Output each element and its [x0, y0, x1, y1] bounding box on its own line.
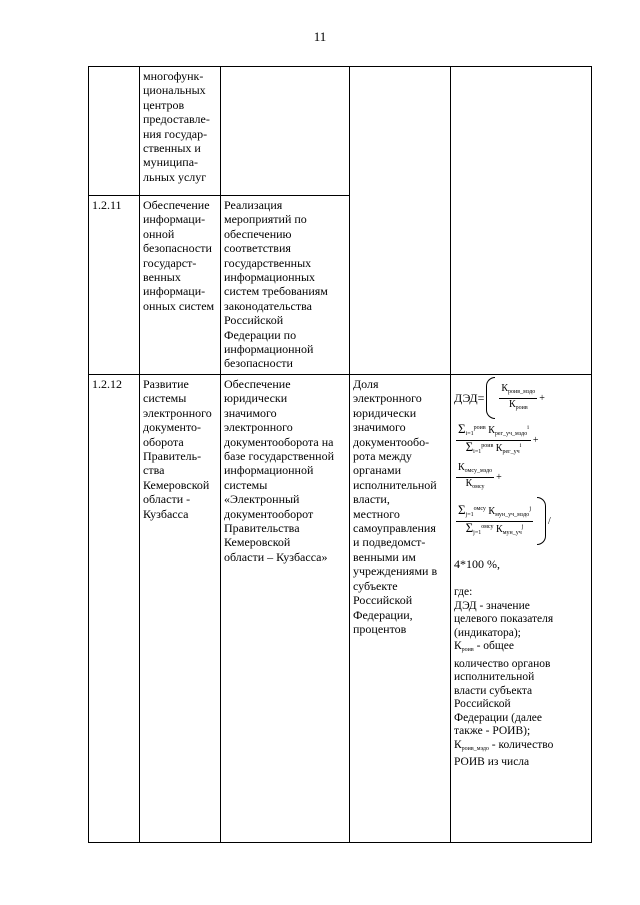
activity-cell: [140, 196, 221, 375]
formula-paren-open: [486, 377, 495, 419]
measure-text: Реализация мероприятий по обеспечению соответствия государственных информационных систем требованиям законодательства Российской Федерации по информационной безопасности: [224, 198, 328, 371]
formula-fraction: $\frac{К_{омсу\_мэдо}}{К_{омсу}}$: [458, 462, 493, 490]
formula-fraction: $\frac{\Sigma_{j=1}^{омсу} К_{мун\_уч\_мэдо}^j}{\Sigma_{j=1}^{омсу} К_{мун\_уч}^j}$: [458, 501, 531, 536]
formula-line-1: [454, 377, 588, 419]
page-number: 11: [313, 29, 327, 44]
measure-text: Обеспечение юридически значимого электронного документооборота на базе государственной информационной системы «Электронный документооборот Правительства Кемеровской области – Кузбасса»: [224, 377, 335, 564]
measure-cell: [221, 67, 350, 196]
activity-cell: [140, 375, 221, 843]
indicator-cell: [350, 375, 451, 843]
formula-where: где:: [454, 586, 473, 598]
row-number: 1.2.11: [92, 198, 122, 212]
formula-definition-kroiv-mzhdo: $К_{роив\_мэдо}$ - количество РОИВ из числа: [454, 738, 554, 768]
formula-paren-close: [537, 497, 546, 545]
row-number-cell: [89, 67, 140, 196]
formula-fraction: $\frac{К_{роив\_мэдо}}{К_{роив}}$: [501, 382, 536, 411]
measure-cell: [221, 196, 350, 375]
activity-cell: [140, 67, 221, 196]
table-row: [89, 375, 592, 843]
table-row: [89, 67, 592, 196]
formula-definition-ded: ДЭД - значение целевого показателя (индикатора);: [454, 599, 554, 639]
activity-text: многофунк- циональных центров предоставле- ния государ- ственных и муниципа- льных услуг: [143, 69, 210, 184]
formula: [454, 377, 588, 770]
measure-cell: [221, 375, 350, 843]
formula-cell: [451, 67, 592, 375]
formula-plus: +: [539, 392, 545, 404]
formula-definition-kroiv: $К_{роив}$ - общее количество органов исполнительной власти субъекта Российской Федерации (далее также - РОИВ);: [454, 640, 551, 737]
row-number-cell: [89, 196, 140, 375]
program-table: [88, 66, 592, 843]
formula-line-2: $\frac{\Sigma_{i=1}^{роив} К_{рег\_уч\_мэдо}^i}{\Sigma_{i=1}^{роив} К_{рег\_уч}^i}$ +: [454, 423, 588, 458]
activity-text: Обеспечение информаци- онной безопасности государст- венных информаци- онных систем: [143, 198, 215, 313]
formula-line-3: $\frac{К_{омсу\_мэдо}}{К_{омсу}}$ +: [454, 462, 588, 493]
indicator-text: Доля электронного юридически значимого документообо- рота между органами исполнительной власти, местного самоуправления и подведомст- венными им учреждениями в субъекте Российской Федерации, процентов: [353, 377, 438, 636]
formula-line-4: [454, 497, 588, 545]
formula-cell: [451, 375, 592, 843]
formula-slash: /: [547, 515, 551, 527]
row-number: 1.2.12: [92, 377, 122, 391]
formula-fraction: $\frac{\Sigma_{i=1}^{роив} К_{рег\_уч\_мэдо}^i}{\Sigma_{i=1}^{роив} К_{рег\_уч}^i}$: [458, 421, 529, 455]
formula-lhs: ДЭД=: [454, 390, 485, 405]
row-number-cell: [89, 375, 140, 843]
activity-text: Развитие системы электронного документо- оборота Правитель- ства Кемеровской области - Кузбасса: [143, 377, 212, 521]
indicator-cell: [350, 67, 451, 375]
formula-percent: 4*100 %,: [454, 557, 500, 571]
